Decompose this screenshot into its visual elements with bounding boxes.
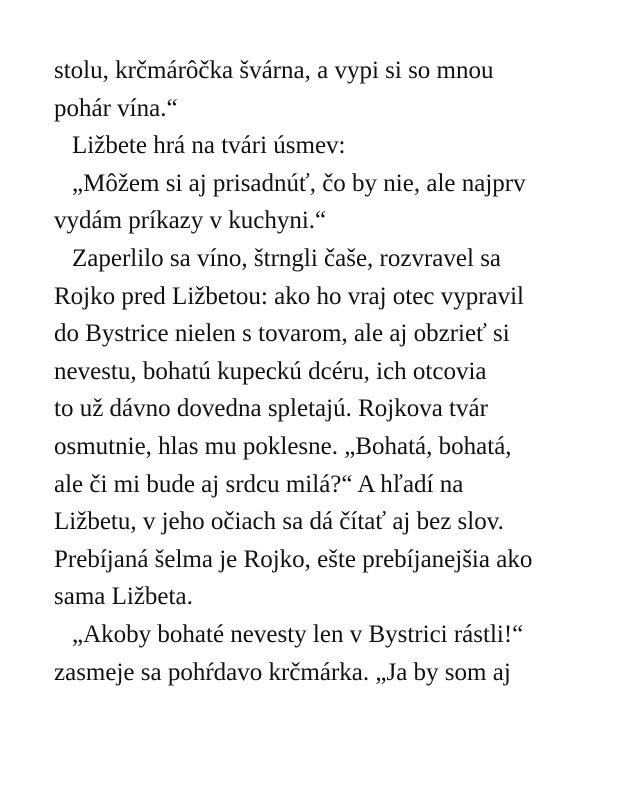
text-line: ale či mi bude aj srdcu milá?“ A hľadí na — [54, 470, 464, 498]
text-line: nevestu, bohatú kupeckú dcéru, ich otcovia — [54, 357, 487, 385]
paragraph-start-line: Ližbete hrá na tvári úsmev: — [72, 132, 346, 160]
text-line: Rojko pred Ližbetou: ako ho vraj otec vypravil — [54, 282, 525, 310]
paragraph-start-line: „Môžem si aj prisadnúť, čo by nie, ale najprv — [72, 169, 526, 197]
text-line: stolu, krčmárôčka švárna, a vypi si so mnou — [54, 57, 494, 84]
text-line: Prebíjaná šelma je Rojko, ešte prebíjanejšia ako — [54, 545, 533, 573]
book-page-text — [54, 52, 594, 691]
text-line: do Bystrice nielen s tovarom, ale aj obzrieť si — [54, 320, 510, 348]
text-line: osmutnie, hlas mu poklesne. „Bohatá, bohatá, — [54, 432, 512, 460]
paragraph-start-line: „Akoby bohaté nevesty len v Bystrici rástli!“ — [72, 620, 524, 648]
text-line: zasmeje sa pohŕdavo krčmárka. „Ja by som aj — [54, 658, 511, 686]
text-line: vydám príkazy v kuchyni.“ — [54, 207, 327, 235]
paragraph-start-line: Zaperlilo sa víno, štrngli čaše, rozvravel sa — [72, 244, 502, 272]
text-line: pohár vína.“ — [54, 94, 178, 122]
text-line: to už dávno dovedna spletajú. Rojkova tvár — [54, 395, 488, 423]
text-line: sama Ližbeta. — [54, 583, 193, 611]
text-line: Ližbetu, v jeho očiach sa dá čítať aj bez slov. — [54, 508, 504, 536]
